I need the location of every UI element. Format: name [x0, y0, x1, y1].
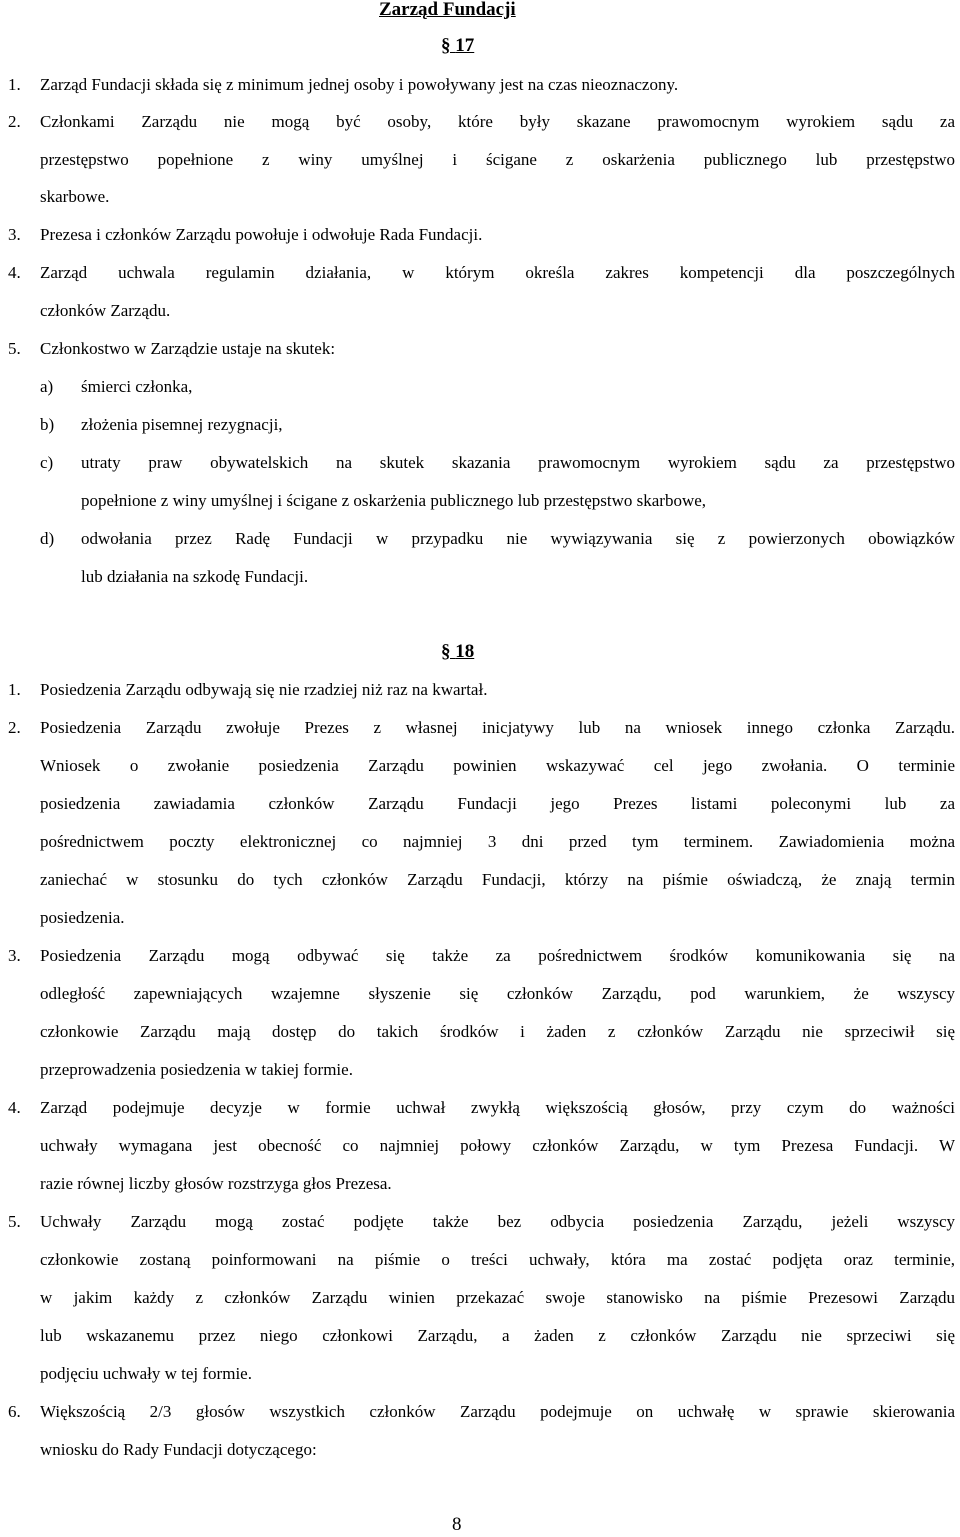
item-text-line: Zarząd podejmuje decyzje w formie uchwał zwykłą większością głosów, przy czym do ważności — [40, 1098, 955, 1117]
item-text-line: lub wskazanemu przez niego członkowi Zarządu, a żaden z członków Zarządu nie sprzeciwi się — [40, 1326, 955, 1345]
subitem-text-line: utraty praw obywatelskich na skutek skazania prawomocnym wyrokiem sądu za przestępstwo — [81, 453, 955, 472]
item-text-line: Posiedzenia Zarządu odbywają się nie rzadziej niż raz na kwartał. — [40, 680, 488, 699]
item-text-line: wniosku do Rady Fundacji dotyczącego: — [40, 1440, 317, 1459]
subitem-text-line: popełnione z winy umyślnej i ścigane z oskarżenia publicznego lub przestępstwo skarbowe, — [81, 491, 707, 510]
item-text-line: podjęciu uchwały w tej formie. — [40, 1364, 252, 1383]
item-text-line: uchwały wymagana jest obecność co najmniej połowy członków Zarządu, w tym Prezesa Fundacji. W — [40, 1136, 955, 1155]
item-text-line: Wniosek o zwołanie posiedzenia Zarządu powinien wskazywać cel jego zwołania. O terminie — [40, 756, 955, 775]
item-number: 4. — [8, 263, 21, 282]
item-text-line: przeprowadzenia posiedzenia w takiej formie. — [40, 1060, 353, 1079]
item-number: 4. — [8, 1098, 21, 1117]
item-number: 3. — [8, 946, 21, 965]
item-text-line: razie równej liczby głosów rozstrzyga głos Prezesa. — [40, 1174, 392, 1193]
subitem-letter: b) — [40, 415, 55, 434]
item-number: 5. — [8, 1212, 21, 1231]
item-text-line: Zarząd Fundacji składa się z minimum jednej osoby i powoływany jest na czas nieoznaczony. — [40, 75, 679, 94]
section-number: 18 — [455, 641, 475, 662]
item-text-line: Zarząd uchwala regulamin działania, w którym określa zakres kompetencji dla poszczególnych — [40, 263, 955, 282]
subitem-text-line: śmierci członka, — [81, 377, 193, 396]
item-text-line: członkowie zostaną poinformowani na piśmie o treści uchwały, która ma zostać podjęta oraz terminie, — [40, 1250, 955, 1269]
item-text-line: posiedzenia. — [40, 908, 125, 927]
section-marker: § — [441, 35, 451, 56]
item-text-line: Większością 2/3 głosów wszystkich członków Zarządu podejmuje on uchwałę w sprawie skierowania — [40, 1402, 955, 1421]
item-text-line: Posiedzenia Zarządu mogą odbywać się także za pośrednictwem środków komunikowania się na — [40, 946, 955, 965]
paragraph-heading-17 — [441, 36, 474, 56]
item-text-line: Członkostwo w Zarządzie ustaje na skutek: — [40, 339, 336, 358]
subitem-letter: a) — [40, 377, 54, 396]
item-number: 1. — [8, 75, 21, 94]
item-text-line: Posiedzenia Zarządu zwołuje Prezes z własnej inicjatywy lub na wniosek innego członka Zarządu. — [40, 718, 955, 737]
item-text-line: pośrednictwem poczty elektronicznej co najmniej 3 dni przed tym terminem. Zawiadomienia można — [40, 832, 955, 851]
item-text-line: w jakim każdy z członków Zarządu winien przekazać swoje stanowisko na piśmie Prezesowi Zarządu — [40, 1288, 955, 1307]
item-number: 2. — [8, 718, 21, 737]
item-text-line: członkowie Zarządu mają dostęp do takich środków i żaden z członków Zarządu nie sprzeciwił się — [40, 1022, 955, 1041]
item-text-line: odległość zapewniających wzajemne słyszenie się członków Zarządu, pod warunkiem, że wszyscy — [40, 984, 955, 1003]
item-number: 5. — [8, 339, 21, 358]
subitem-letter: d) — [40, 529, 55, 548]
document-title: Zarząd Fundacji — [379, 0, 516, 20]
subitem-text-line: odwołania przez Radę Fundacji w przypadku nie wywiązywania się z powierzonych obowiązków — [81, 529, 955, 548]
item-number: 6. — [8, 1402, 21, 1421]
item-text-line: Prezesa i członków Zarządu powołuje i odwołuje Rada Fundacji. — [40, 225, 483, 244]
item-number: 1. — [8, 680, 21, 699]
item-text-line: Członkami Zarządu nie mogą być osoby, które były skazane prawomocnym wyrokiem sądu za — [40, 112, 955, 131]
page-number: 8 — [452, 1514, 462, 1535]
item-text-line: członków Zarządu. — [40, 301, 171, 320]
subitem-letter: c) — [40, 453, 54, 472]
section-marker: § — [441, 641, 451, 662]
item-number: 2. — [8, 112, 21, 131]
item-text-line: zaniechać w stosunku do tych członków Zarządu Fundacji, którzy na piśmie oświadczą, że znają termin — [40, 870, 955, 889]
item-text-line: skarbowe. — [40, 187, 110, 206]
item-text-line: Uchwały Zarządu mogą zostać podjęte także bez odbycia posiedzenia Zarządu, jeżeli wszyscy — [40, 1212, 955, 1231]
item-text-line: posiedzenia zawiadamia członków Zarządu Fundacji jego Prezes listami poleconymi lub za — [40, 794, 955, 813]
item-number: 3. — [8, 225, 21, 244]
paragraph-heading-18 — [441, 642, 474, 662]
section-number: 17 — [455, 35, 475, 56]
subitem-text-line: lub działania na szkodę Fundacji. — [81, 567, 309, 586]
subitem-text-line: złożenia pisemnej rezygnacji, — [81, 415, 283, 434]
item-text-line: przestępstwo popełnione z winy umyślnej i ścigane z oskarżenia publicznego lub przestępstwo — [40, 150, 955, 169]
